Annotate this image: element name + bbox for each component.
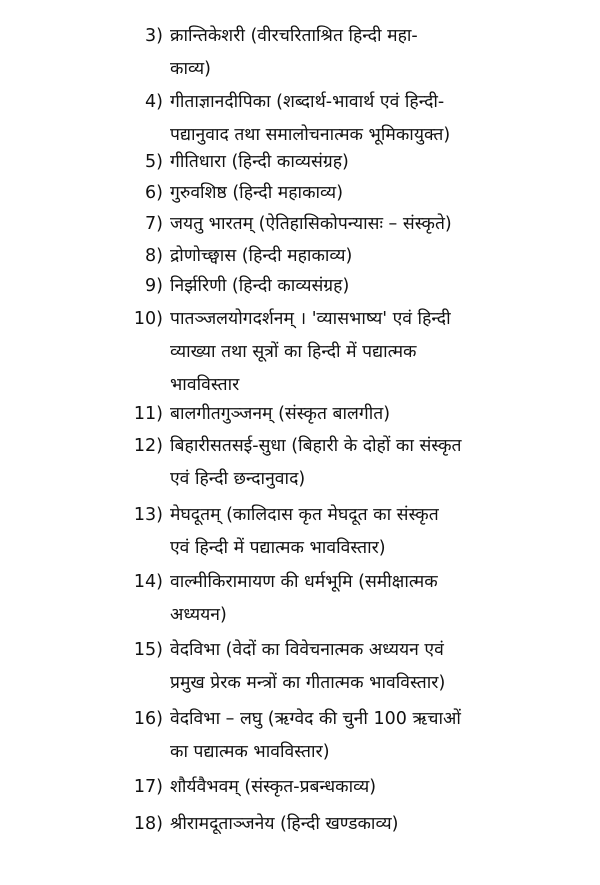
list-item [138, 270, 483, 303]
item-text: पद्यानुवाद तथा समालोचनात्मक भूमिकायुक्त) [170, 125, 451, 145]
list-item [138, 146, 483, 179]
item-text: बालगीतगुञ्जनम् (संस्कृत बालगीत) [170, 404, 391, 424]
list-item [138, 86, 483, 152]
item-text: अध्ययन) [170, 605, 227, 625]
item-number: 6) [145, 183, 163, 203]
item-text: शौर्यवैभवम् (संस्कृत-प्रबन्धकाव्य) [170, 777, 377, 797]
item-number: 15) [133, 640, 163, 660]
list-item [133, 703, 483, 769]
list-item [138, 240, 483, 273]
item-number: 17) [133, 777, 163, 797]
item-text: का पद्यात्मक भावविस्तार) [170, 742, 330, 762]
item-number: 13) [133, 505, 163, 525]
item-text: निर्झरिणी (हिन्दी काव्यसंग्रह) [170, 276, 350, 296]
item-number: 14) [133, 572, 163, 592]
item-text: द्रोणोच्छ्वास (हिन्दी महाकाव्य) [170, 246, 353, 266]
item-text: एवं हिन्दी में पद्यात्मक भावविस्तार) [170, 538, 386, 558]
item-number: 3) [145, 26, 163, 46]
item-text: एवं हिन्दी छन्दानुवाद) [170, 469, 306, 489]
item-text: मेघदूतम् (कालिदास कृत मेघदूत का संस्कृत [170, 505, 439, 525]
list-item [133, 634, 483, 700]
list-item [138, 208, 483, 241]
list-item [138, 20, 483, 86]
list-item [133, 808, 483, 841]
list-item [133, 566, 483, 632]
item-number: 4) [145, 92, 163, 112]
item-text: क्रान्तिकेशरी (वीरचरिताश्रित हिन्दी महा- [170, 26, 418, 46]
list-item [133, 771, 483, 804]
list-item [133, 303, 483, 402]
item-number: 5) [145, 152, 163, 172]
item-number: 8) [145, 246, 163, 266]
item-number: 10) [133, 309, 163, 329]
item-text: जयतु भारतम् (ऐतिहासिकोपन्यासः – संस्कृते) [170, 214, 452, 234]
item-number: 7) [145, 214, 163, 234]
item-text: श्रीरामदूताञ्जनेय (हिन्दी खण्डकाव्य) [170, 814, 399, 834]
item-text: गुरुवशिष्ठ (हिन्दी महाकाव्य) [170, 183, 344, 203]
item-number: 16) [133, 709, 163, 729]
list-item [138, 177, 483, 210]
item-text: काव्य) [170, 59, 211, 79]
item-text: व्याख्या तथा सूत्रों का हिन्दी में पद्यात्मक [170, 342, 417, 362]
item-number: 11) [133, 404, 163, 424]
item-number: 18) [133, 814, 163, 834]
list-item [133, 398, 483, 431]
item-number: 12) [133, 436, 163, 456]
item-number: 9) [145, 276, 163, 296]
item-text: पातञ्जलयोगदर्शनम् । 'व्यासभाष्य' एवं हिन्दी [170, 309, 451, 329]
item-text: वाल्मीकिरामायण की धर्मभूमि (समीक्षात्मक [170, 572, 438, 592]
item-text: वेदविभा – लघु (ऋग्वेद की चुनी 100 ऋचाओं [170, 709, 461, 729]
item-text: बिहारीसतसई-सुधा (बिहारी के दोहों का संस्कृत [170, 436, 462, 456]
item-text: गीताज्ञानदीपिका (शब्दार्थ-भावार्थ एवं हिन्दी- [170, 92, 445, 112]
list-item [133, 430, 483, 496]
item-text: प्रमुख प्रेरक मन्त्रों का गीतात्मक भावविस्तार) [170, 673, 446, 693]
item-text: वेदविभा (वेदों का विवेचनात्मक अध्ययन एवं [170, 640, 444, 660]
item-text: भावविस्तार [170, 375, 240, 395]
item-text: गीतिधारा (हिन्दी काव्यसंग्रह) [170, 152, 349, 172]
list-item [133, 499, 483, 565]
